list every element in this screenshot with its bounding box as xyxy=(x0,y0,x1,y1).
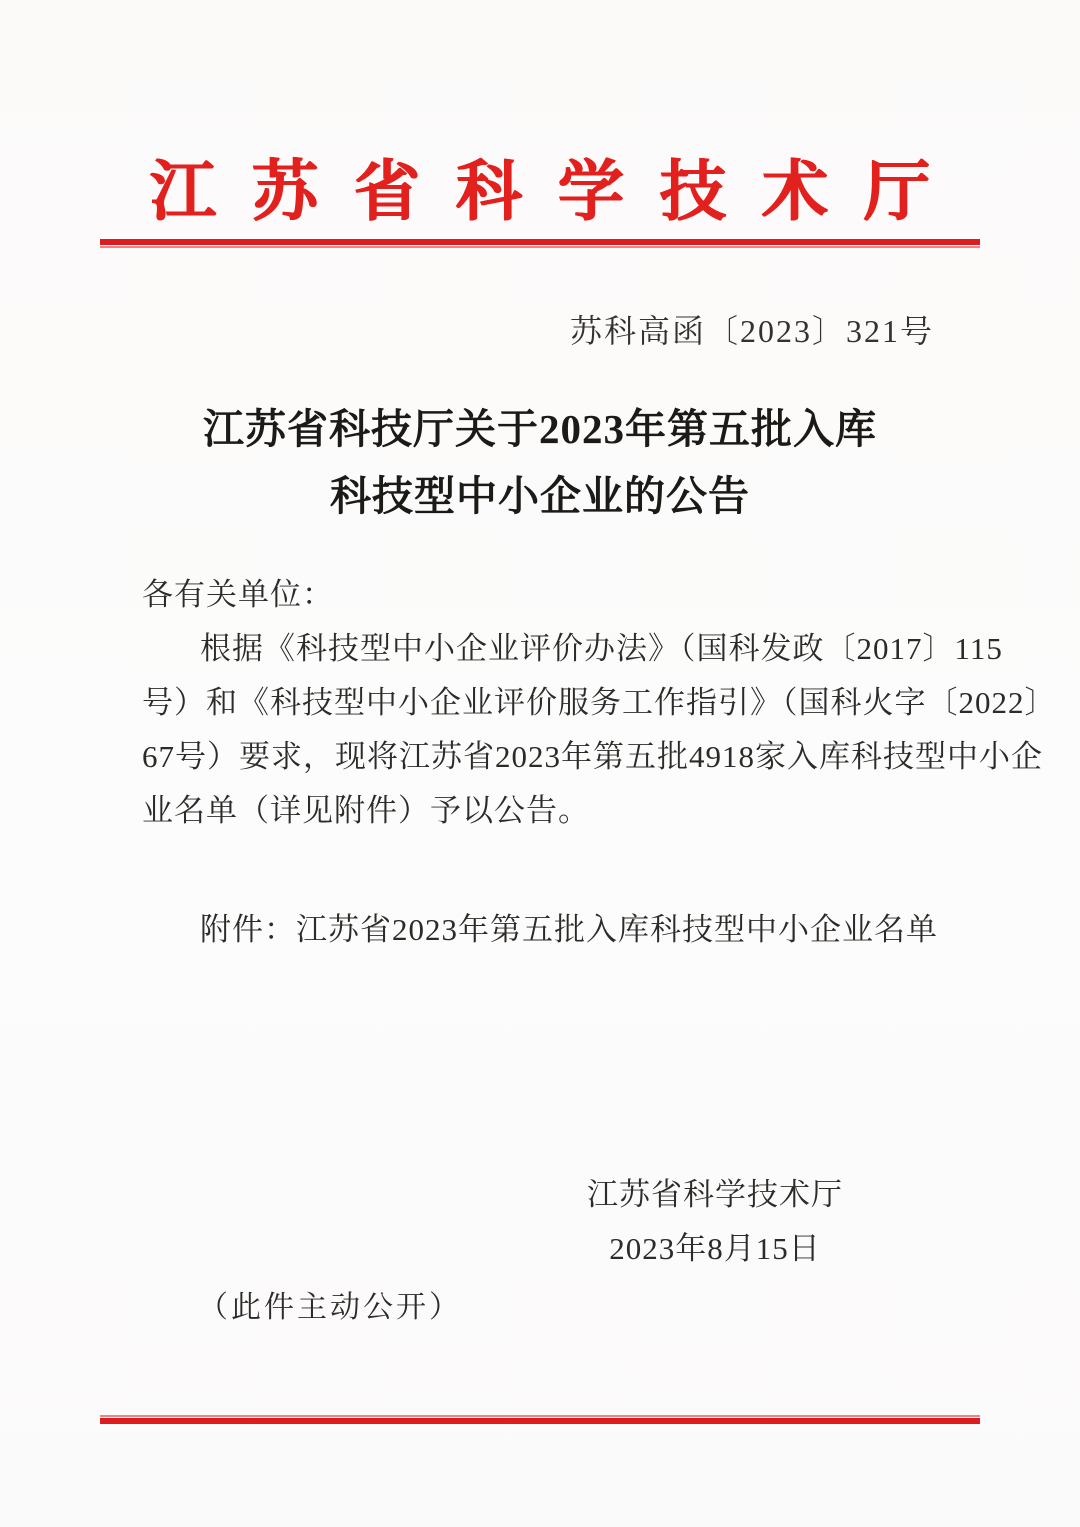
letterhead-divider-thin-line xyxy=(100,246,980,248)
document-number: 苏科高函〔2023〕321号 xyxy=(569,313,934,349)
letterhead-org-name: 江苏省科学技术厅 xyxy=(150,156,966,229)
salutation: 各有关单位： xyxy=(142,577,334,612)
paragraph-line: 根据《科技型中小企业评价办法》（国科发政〔2017〕115 xyxy=(200,631,1003,666)
signature-block xyxy=(500,1168,930,1276)
document-title xyxy=(0,396,1080,530)
document-title-line1: 江苏省科技厅关于2023年第五批入库 xyxy=(203,406,877,452)
footer-divider-thin-line xyxy=(100,1415,980,1417)
letterhead-divider xyxy=(100,239,980,248)
signature-org: 江苏省科学技术厅 xyxy=(587,1177,843,1212)
document-body xyxy=(142,568,1057,838)
attachment-line: 附件：江苏省2023年第五批入库科技型中小企业名单 xyxy=(200,912,938,947)
paragraph-line: 号）和《科技型中小企业评价服务工作指引》（国科火字〔2022〕 xyxy=(142,685,1057,720)
footer-divider-thick-line xyxy=(100,1418,980,1424)
paragraph-line: 业名单（详见附件）予以公告。 xyxy=(142,793,590,828)
signature-date: 2023年8月15日 xyxy=(609,1231,821,1266)
letterhead-divider-thick-line xyxy=(100,239,980,245)
paragraph-line: 67号）要求，现将江苏省2023年第五批4918家入库科技型中小企 xyxy=(142,739,1043,774)
footer-divider xyxy=(100,1415,980,1424)
document-title-line2: 科技型中小企业的公告 xyxy=(330,473,750,519)
disclosure-note: （此件主动公开） xyxy=(198,1291,462,1324)
